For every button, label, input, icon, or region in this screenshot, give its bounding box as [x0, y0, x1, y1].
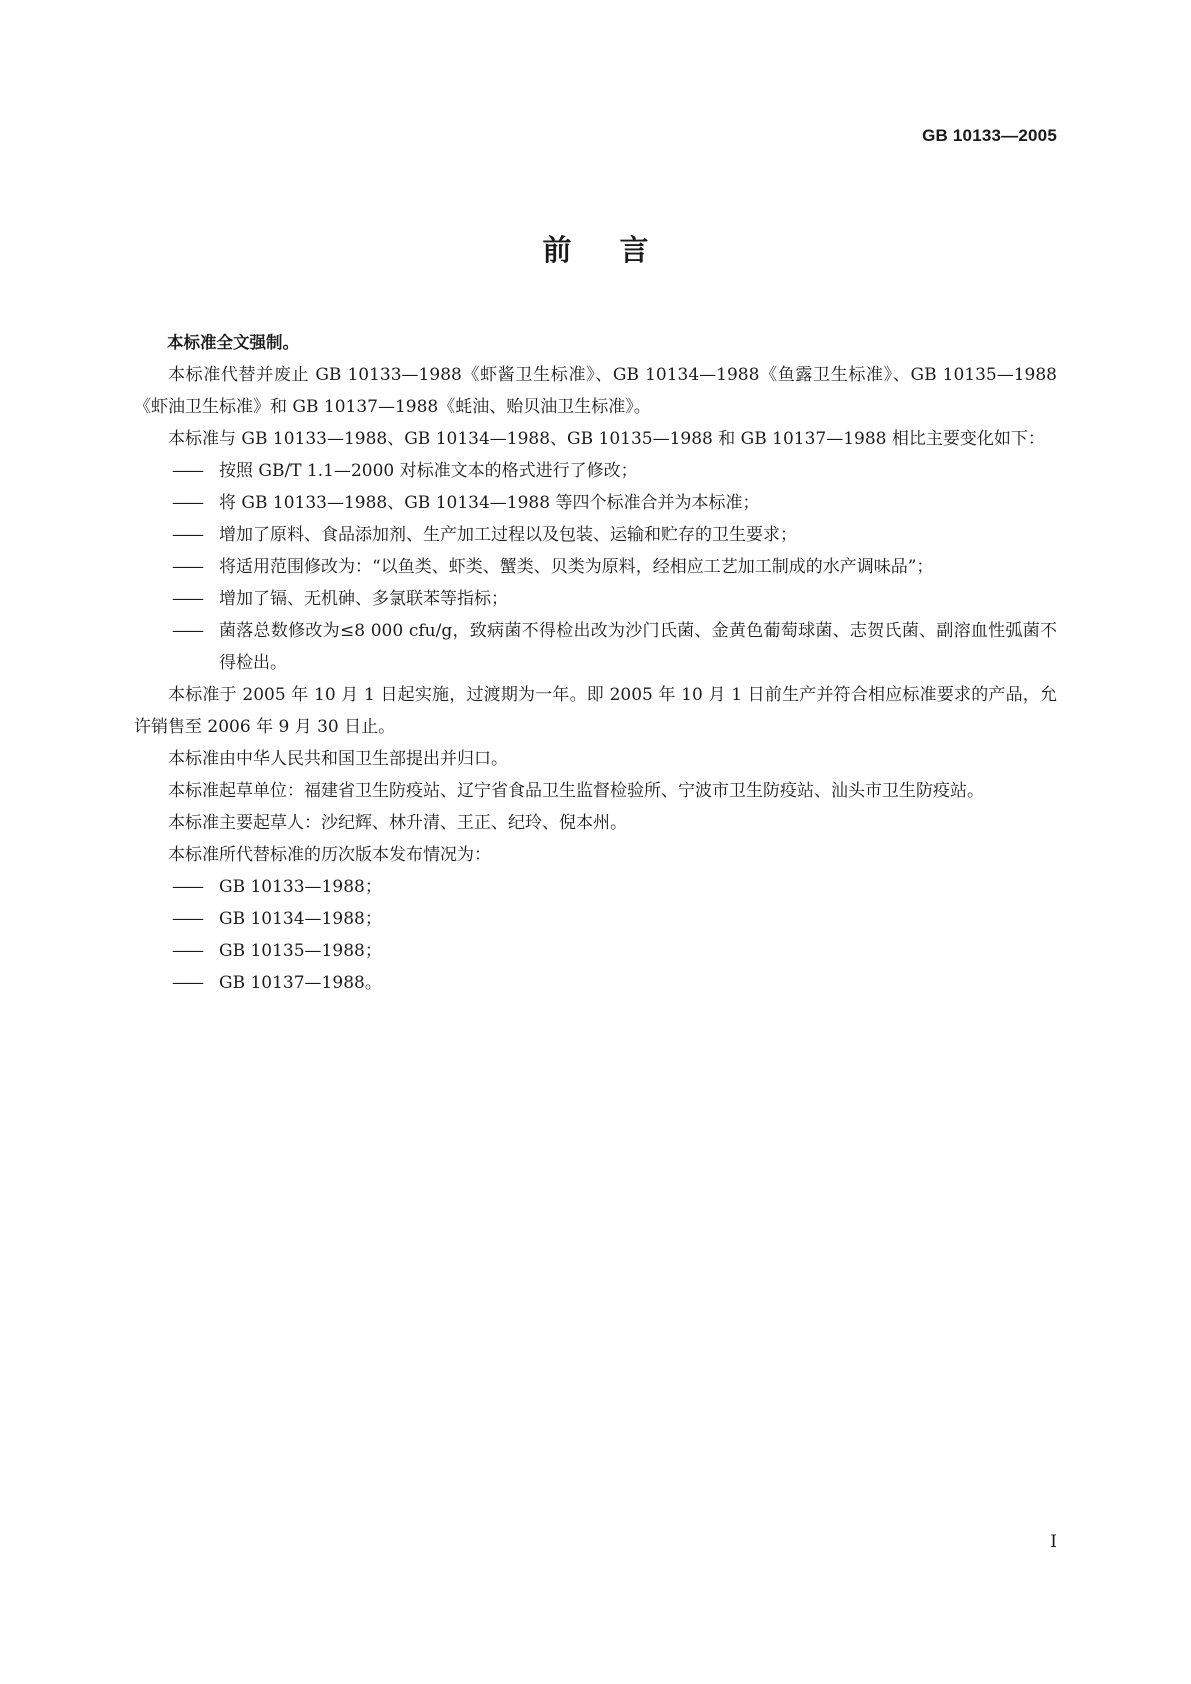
standard-code: GB 10133—2005 [922, 126, 1057, 145]
history-item-text: GB 10137—1988。 [219, 973, 382, 993]
page-number: I [1050, 1532, 1057, 1552]
drafters-paragraph: 本标准主要起草人：沙纪辉、林升清、王正、纪玲、倪本州。 [168, 813, 627, 833]
drafting-units-paragraph: 本标准起草单位：福建省卫生防疫站、辽宁省食品卫生监督检验所、宁波市卫生防疫站、汕头市卫生防疫站。 [168, 781, 984, 801]
change-item-text: 菌落总数修改为≤8 000 cfu/g，致病菌不得检出改为沙门氏菌、金黄色葡萄球菌、志贺氏菌、副溶血性弧菌不得检出。 [219, 621, 1057, 673]
dash-marker: —— [172, 461, 202, 481]
change-item [134, 519, 1057, 551]
change-item-text: 按照 GB/T 1.1—2000 对标准文本的格式进行了修改； [219, 461, 638, 481]
changes-intro-paragraph: 本标准与 GB 10133—1988、GB 10134—1988、GB 10135—1988 和 GB 10137—1988 相比主要变化如下： [168, 429, 1045, 449]
dash-marker: —— [172, 909, 202, 929]
dash-marker: —— [172, 941, 202, 961]
implementation-paragraph: 本标准于 2005 年 10 月 1 日起实施，过渡期为一年。即 2005 年 10 月 1 日前生产并符合相应标准要求的产品，允许销售至 2006 年 9 月 30 日止。 [134, 685, 1057, 737]
history-intro-paragraph: 本标准所代替标准的历次版本发布情况为： [168, 845, 491, 865]
history-item-text: GB 10133—1988； [219, 877, 382, 897]
mandatory-statement: 本标准全文强制。 [167, 333, 299, 352]
dash-marker: —— [172, 493, 202, 513]
history-item-text: GB 10135—1988； [219, 941, 382, 961]
dash-marker: —— [172, 973, 202, 993]
change-item [134, 583, 1057, 615]
change-item [134, 487, 1057, 519]
history-item [134, 967, 1057, 999]
dash-marker: —— [172, 589, 202, 609]
replacement-paragraph: 本标准代替并废止 GB 10133—1988《虾酱卫生标准》、GB 10134—1988《鱼露卫生标准》、GB 10135—1988《虾油卫生标准》和 GB 10137—1988《蚝油、贻贝油卫生标准》。 [134, 365, 1057, 417]
change-item-text: 增加了镉、无机砷、多氯联苯等指标； [219, 589, 508, 609]
change-item-text: 将 GB 10133—1988、GB 10134—1988 等四个标准合并为本标准； [219, 493, 760, 513]
page-title: 前言 [542, 233, 697, 267]
history-item [134, 903, 1057, 935]
proposer-paragraph: 本标准由中华人民共和国卫生部提出并归口。 [168, 749, 508, 769]
change-item [134, 455, 1057, 487]
dash-marker: —— [172, 621, 202, 641]
foreword-body [134, 327, 1057, 999]
change-item-text: 增加了原料、食品添加剂、生产加工过程以及包装、运输和贮存的卫生要求； [219, 525, 797, 545]
dash-marker: —— [172, 525, 202, 545]
history-item [134, 935, 1057, 967]
history-item-text: GB 10134—1988； [219, 909, 382, 929]
history-item [134, 871, 1057, 903]
dash-marker: —— [172, 557, 202, 577]
change-item [134, 551, 1057, 583]
dash-marker: —— [172, 877, 202, 897]
change-item-text: 将适用范围修改为：“以鱼类、虾类、蟹类、贝类为原料，经相应工艺加工制成的水产调味品”； [219, 557, 934, 577]
change-item [134, 615, 1057, 679]
